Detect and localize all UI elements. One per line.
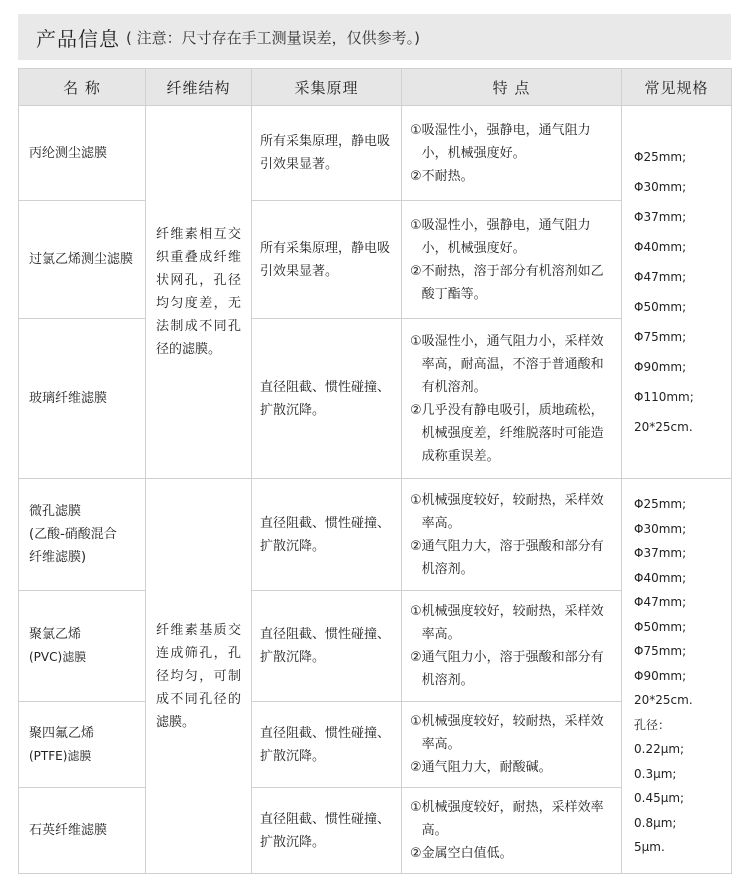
table-row [19, 479, 732, 591]
collection-principle: 直径阻截、惯性碰撞、扩散沉降。 [252, 591, 402, 702]
membrane-name: 微孔滤膜 (乙酸-硝酸混合 纤维滤膜) [19, 479, 146, 591]
fiber-structure-cell: 纤维素相互交织重叠成纤维状网孔，孔径均匀度差，无法制成不同孔径的滤膜。 [146, 106, 252, 479]
collection-principle: 直径阻截、惯性碰撞、扩散沉降。 [252, 702, 402, 788]
feature-item: ① 机械强度较好，较耐热，采样效率高。 [410, 604, 604, 642]
measurement-note: ( 注意：尺寸存在手工测量误差，仅供参考。) [126, 28, 420, 47]
collection-principle: 直径阻截、惯性碰撞、扩散沉降。 [252, 788, 402, 874]
feature-item: ② 通气阻力大，溶于强酸和部分有机溶剂。 [410, 538, 604, 577]
feature-item: ① 机械强度较好，较耐热，采样效率高。 [410, 714, 604, 752]
membrane-name: 石英纤维滤膜 [19, 788, 146, 874]
feature-item: ① 吸湿性小，强静电，通气阻力小，机械强度好。 [410, 122, 591, 161]
features-cell [402, 702, 622, 788]
membrane-name: 聚氯乙烯 (PVC)滤膜 [19, 591, 146, 702]
feature-item: ② 金属空白值低。 [410, 846, 513, 861]
collection-principle: 直径阻截、惯性碰撞、扩散沉降。 [252, 319, 402, 479]
features-cell [402, 319, 622, 479]
features-cell [402, 479, 622, 591]
column-header-name: 名 称 [19, 69, 146, 106]
column-header-structure: 纤维结构 [146, 69, 252, 106]
column-header-features: 特 点 [402, 69, 622, 106]
feature-item: ② 不耐热。 [410, 168, 474, 184]
feature-item: ① 机械强度较好，耐热，采样效率高。 [410, 800, 604, 838]
fiber-structure-cell: 纤维素基质交连成筛孔，孔径均匀，可制成不同孔径的滤膜。 [146, 479, 252, 874]
product-info-header [18, 14, 731, 60]
feature-item: ① 吸湿性小，通气阻力小，采样效率高，耐高温，不溶于普通酸和有机溶剂。 [410, 333, 604, 395]
features-cell [402, 106, 622, 201]
feature-item: ② 通气阻力大，耐酸碱。 [410, 760, 552, 775]
specs-cell: Φ25mm; Φ30mm; Φ37mm; Φ40mm; Φ47mm; Φ50mm; Φ75mm; Φ90mm; 20*25cm. 孔径： 0.22μm; 0.3μm; 0.45μm; 0.8μm; 5μm. [622, 479, 732, 874]
specs-cell: Φ25mm; Φ30mm; Φ37mm; Φ40mm; Φ47mm; Φ50mm; Φ75mm; Φ90mm; Φ110mm; 20*25cm. [622, 106, 732, 479]
feature-item: ① 机械强度较好，较耐热，采样效率高。 [410, 492, 604, 531]
features-cell [402, 201, 622, 319]
membrane-name: 玻璃纤维滤膜 [19, 319, 146, 479]
table-row [19, 106, 732, 201]
membrane-name: 聚四氟乙烯 (PTFE)滤膜 [19, 702, 146, 788]
column-header-specs: 常见规格 [622, 69, 732, 106]
column-header-principle: 采集原理 [252, 69, 402, 106]
collection-principle: 所有采集原理，静电吸引效果显著。 [252, 201, 402, 319]
filter-membrane-table [18, 68, 732, 874]
membrane-name: 过氯乙烯测尘滤膜 [19, 201, 146, 319]
features-cell [402, 788, 622, 874]
page-title: 产品信息 [36, 26, 120, 51]
collection-principle: 直径阻截、惯性碰撞、扩散沉降。 [252, 479, 402, 591]
table-header-row [19, 69, 732, 106]
features-cell [402, 591, 622, 702]
feature-item: ② 不耐热，溶于部分有机溶剂如乙酸丁酯等。 [410, 263, 604, 302]
feature-item: ② 通气阻力小，溶于强酸和部分有机溶剂。 [410, 650, 604, 688]
feature-item: ② 几乎没有静电吸引，质地疏松，机械强度差，纤维脱落时可能造成称重误差。 [410, 402, 604, 464]
feature-item: ① 吸湿性小，强静电，通气阻力小，机械强度好。 [410, 217, 591, 256]
membrane-name: 丙纶测尘滤膜 [19, 106, 146, 201]
collection-principle: 所有采集原理，静电吸引效果显著。 [252, 106, 402, 201]
